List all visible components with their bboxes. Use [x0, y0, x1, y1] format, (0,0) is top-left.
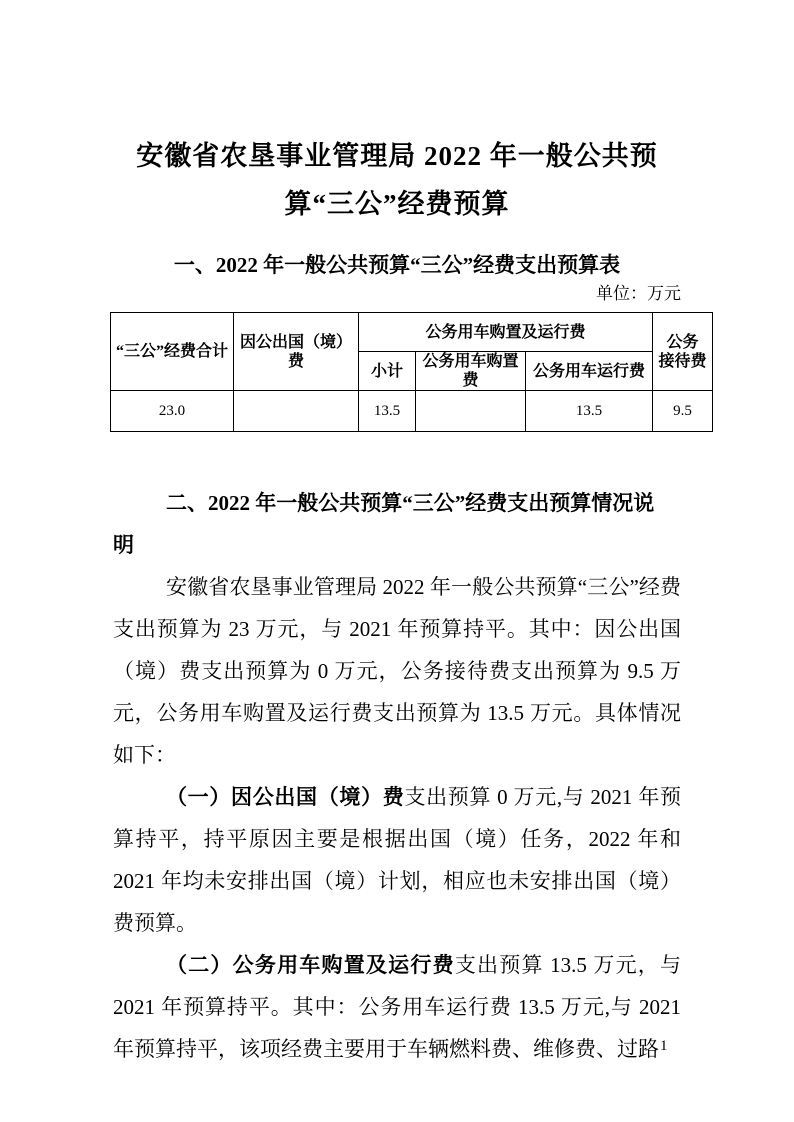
header-cell-abroad: 因公出国（境）费: [234, 313, 359, 391]
header-cell-reception-line-2: 接待费: [658, 352, 707, 370]
table-row: [111, 391, 713, 432]
paragraph-abroad: [113, 776, 681, 944]
document-title: [113, 132, 681, 228]
header-cell-reception-line-1: 公务: [666, 333, 699, 351]
section2-heading: [113, 482, 681, 566]
header-cell-purchase: 公务用车购置费: [416, 352, 526, 391]
document-title-line-1: 安徽省农垦事业管理局 2022 年一般公共预: [136, 141, 658, 171]
paragraph-abroad-text: 支出预算 0 万元,与 2021 年预算持平，持平原因主要是根据出国（境）任务，2022 年和 2021 年均未安排出国（境）计划，相应也未安排出国（境）费预算。: [113, 785, 682, 935]
header-cell-total: “三公”经费合计: [111, 313, 234, 391]
paragraph-vehicle-lead: （二）公务用车购置及运行费: [166, 953, 455, 977]
paragraph-vehicle: [113, 944, 681, 1070]
cell-reception-value: 9.5: [653, 391, 713, 432]
cell-subtotal-value: 13.5: [359, 391, 416, 432]
section2-heading-line-2: 明: [113, 533, 134, 557]
page-number: 1: [660, 1038, 668, 1054]
document-title-line-2: 算“三公”经费预算: [284, 189, 510, 219]
cell-abroad-value: [234, 391, 359, 432]
section2-heading-line-1: 二、2022 年一般公共预算“三公”经费支出预算情况说: [166, 491, 655, 515]
paragraph-intro: 安徽省农垦事业管理局 2022 年一般公共预算“三公”经费支出预算为 23 万元，与 2021 年预算持平。其中：因公出国（境）费支出预算为 0 万元，公务接待费支出预算为 9.5 万元，公务用车购置及运行费支出预算为 13.5 万元。具体情况如下：: [113, 575, 681, 767]
paragraph-abroad-lead: （一）因公出国（境）费: [166, 785, 405, 809]
cell-purchase-value: [416, 391, 526, 432]
section1-heading: 一、2022 年一般公共预算“三公”经费支出预算表: [173, 253, 621, 277]
header-cell-subtotal: 小计: [359, 352, 416, 391]
paragraph-vehicle-text: 支出预算 13.5 万元，与 2021 年预算持平。其中：公务用车运行费 13.5 万元,与 2021 年预算持平，该项经费主要用于车辆燃料费、维修费、过路: [113, 953, 682, 1061]
cell-total-value: 23.0: [111, 391, 234, 432]
header-cell-vehicle-group: 公务用车购置及运行费: [359, 313, 653, 352]
header-cell-operation: 公务用车运行费: [526, 352, 653, 391]
unit-label: 单位：万元: [596, 284, 681, 303]
budget-table: [110, 312, 713, 432]
cell-operation-value: 13.5: [526, 391, 653, 432]
header-cell-reception: [653, 313, 713, 391]
